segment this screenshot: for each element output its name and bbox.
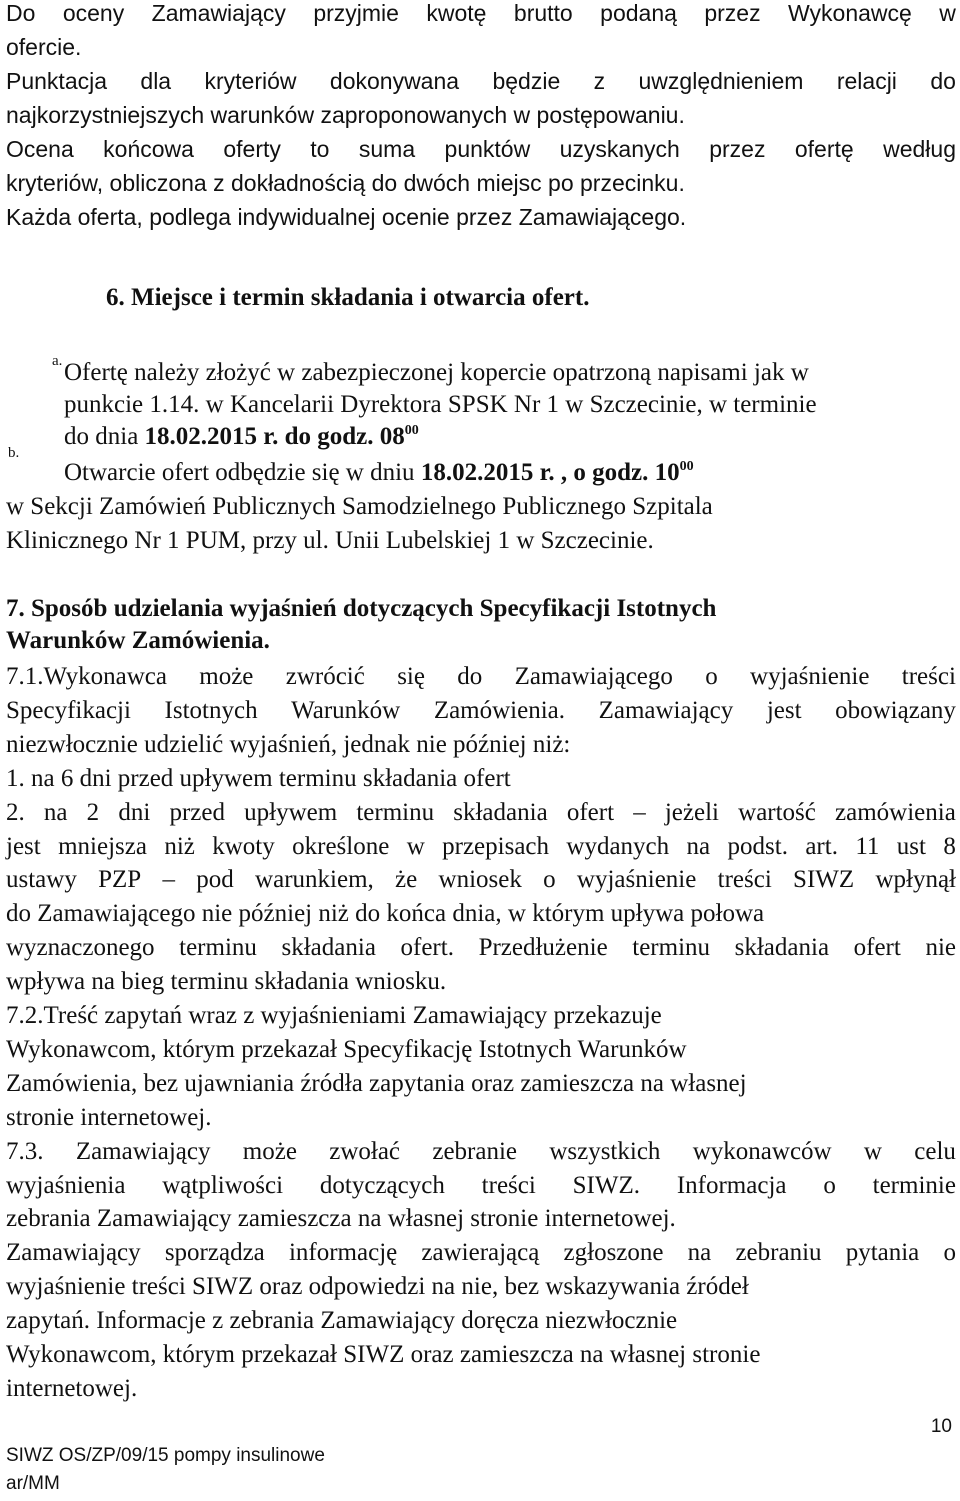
section-7-line: Zamówienia, bez ujawniania źródła zapytania oraz zamieszcza na własnej [6, 1070, 747, 1097]
section-7-line: Zamawiający sporządza informację zawierającą zgłoszone na zebraniu pytania o [6, 1239, 956, 1266]
section-6-heading: 6. Miejsce i termin składania i otwarcia ofert. [106, 284, 590, 311]
section-7-line: internetowej. [6, 1375, 138, 1402]
footer-author: ar/MM [6, 1473, 60, 1494]
item-b-line-3: Klinicznego Nr 1 PUM, przy ul. Unii Lubelskiej 1 w Szczecinie. [6, 527, 654, 554]
page-number: 10 [930, 1416, 952, 1437]
intro-line-6: kryteriów, obliczona z dokładnością do dwóch miejsc po przecinku. [6, 170, 685, 196]
intro-line-4: najkorzystniejszych warunków zaproponowanych w postępowaniu. [6, 102, 685, 128]
section-7-line: wyjaśnienie treści SIWZ oraz odpowiedzi na nie, bez wskazywania źródeł [6, 1273, 749, 1300]
section-7-line: wpływa na bieg terminu składania wniosku. [6, 968, 447, 995]
section-7-line: 7.1.Wykonawca może zwrócić się do Zamawiającego o wyjaśnienie treści [6, 663, 956, 690]
section-7-line: wyjaśnienia wątpliwości dotyczących treści SIWZ. Informacja o terminie [6, 1172, 956, 1199]
section-7-line: zapytań. Informacje z zebrania Zamawiający doręcza niezwłocznie [6, 1307, 678, 1334]
intro-line-3: Punktacja dla kryteriów dokonywana będzie z uwzględnieniem relacji do [6, 68, 956, 94]
section-7-line: zebrania Zamawiający zamieszcza na własnej stronie internetowej. [6, 1205, 676, 1232]
section-7-line: Specyfikacji Istotnych Warunków Zamówienia. Zamawiający jest obowiązany [6, 697, 956, 724]
item-a-line-1: Ofertę należy złożyć w zabezpieczonej kopercie opatrzoną napisami jak w [64, 359, 809, 386]
section-7-line: stronie internetowej. [6, 1104, 212, 1131]
intro-line-1: Do oceny Zamawiający przyjmie kwotę brutto podaną przez Wykonawcę w [6, 0, 956, 26]
opening-date: 18.02.2015 r. , o godz. 10 [420, 459, 680, 486]
item-b-line-1: Otwarcie ofert odbędzie się w dniu 18.02.2015 r. , o godz. $10^{00}$ [64, 459, 694, 486]
section-7-line: 1. na 6 dni przed upływem terminu składania ofert [6, 765, 511, 792]
section-7-heading-line-1: 7. Sposób udzielania wyjaśnień dotyczących Specyfikacji Istotnych [6, 595, 717, 622]
section-7-line: ustawy PZP – pod warunkiem, że wniosek o wyjaśnienie treści SIWZ wpłynął [6, 866, 956, 893]
section-7-line: Wykonawcom, którym przekazał Specyfikację Istotnych Warunków [6, 1036, 687, 1063]
section-7-line: 2. na 2 dni przed upływem terminu składania ofert – jeżeli wartość zamówienia [6, 799, 956, 826]
intro-line-2: ofercie. [6, 34, 82, 60]
intro-line-5: Ocena końcowa oferty to suma punktów uzyskanych przez ofertę według [6, 136, 956, 162]
section-7-heading-line-2: Warunków Zamówienia. [6, 627, 270, 654]
submission-deadline: 18.02.2015 r. do godz. 08 [144, 423, 405, 450]
footer-doc-ref: SIWZ OS/ZP/09/15 pompy insulinowe [6, 1445, 325, 1466]
section-7-line: 7.2.Treść zapytań wraz z wyjaśnieniami Zamawiający przekazuje [6, 1002, 662, 1029]
item-a-line-2: punkcie 1.14. w Kancelarii Dyrektora SPSK Nr 1 w Szczecinie, w terminie [64, 391, 817, 418]
item-b-line-2: w Sekcji Zamówień Publicznych Samodzielnego Publicznego Szpitala [6, 493, 713, 520]
section-7-line: wyznaczonego terminu składania ofert. Przedłużenie terminu składania ofert nie [6, 934, 956, 961]
item-b-marker: b. [8, 445, 20, 461]
item-a-line-3: do dnia 18.02.2015 r. do godz. $08^{00}$ [64, 423, 419, 450]
intro-line-7: Każda oferta, podlega indywidualnej ocenie przez Zamawiającego. [6, 204, 687, 230]
item-a-marker: a. [52, 353, 63, 369]
section-7-line: jest mniejsza niż kwoty określone w przepisach wydanych na podst. art. 11 ust 8 [6, 833, 956, 860]
section-7-line: Wykonawcom, którym przekazał SIWZ oraz zamieszcza na własnej stronie [6, 1341, 761, 1368]
section-7-line: 7.3. Zamawiający może zwołać zebranie wszystkich wykonawców w celu [6, 1138, 956, 1165]
section-7-line: do Zamawiającego nie później niż do końca dnia, w którym upływa połowa [6, 900, 765, 927]
section-7-line: niezwłocznie udzielić wyjaśnień, jednak nie później niż: [6, 731, 571, 758]
